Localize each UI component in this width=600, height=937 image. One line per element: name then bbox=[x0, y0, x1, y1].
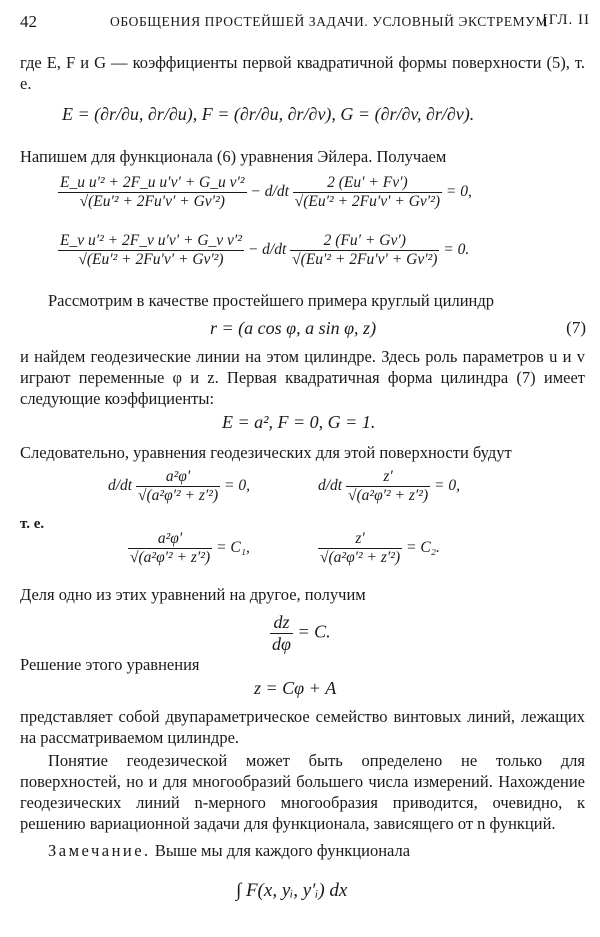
paragraph-divide: Деля одно из этих уравнений на другое, получим bbox=[20, 585, 366, 604]
geodesic-equation-1: d/dt $\frac{\text{a²φ′}}{\text{√(a²φ′² + z′²)}}$ = 0, bbox=[108, 468, 250, 504]
paragraph-consequently: Следовательно, уравнения геодезических для этой поверхности будут bbox=[20, 443, 512, 462]
equation-functional: ∫ F(x, yᵢ, y′ᵢ) dx bbox=[236, 880, 348, 901]
remark-label: Замечание. bbox=[48, 841, 151, 860]
paragraph-cylinder: Рассмотрим в качестве простейшего примера круглый цилиндр bbox=[48, 291, 494, 310]
geodesic-equation-2: d/dt $\frac{z'}{\text{√(a²φ′² + z′²)}}$ = 0, bbox=[318, 468, 460, 504]
paragraph-intro: где E, F и G — коэффициенты первой квадратичной формы поверхности (5), т. е. bbox=[20, 53, 585, 93]
euler-equation-2: $\frac{\text{E\_v u′² + 2F\_v u′v′ + G\_v v′²}}{\text{√(Eu′² + 2Fu′v′ + Gv′²)}}$ − d/dt $\frac{2 (Fu' + Gv')}{\text{√(Eu′² + 2Fu′v′ + Gv′²)}}$ = 0. bbox=[60, 232, 470, 268]
paragraph-helix: представляет собой двупараметрическое семейство винтовых линий, лежащих на рассматриваемом цилиндре. bbox=[20, 707, 585, 747]
label-te: т. е. bbox=[20, 516, 45, 532]
paragraph-geodesic-params: и найдем геодезические линии на этом цилиндре. Здесь роль параметров u и v играют переменные φ и z. Первая квадратичная форма цилиндра (7) имеет следующие коэффициенты: bbox=[20, 347, 585, 408]
equation-coefficient-values: E = a², F = 0, G = 1. bbox=[222, 412, 376, 432]
page-number: 42 bbox=[20, 12, 37, 31]
equation-cylinder: r = (a cos φ, a sin φ, z) bbox=[210, 318, 377, 338]
first-integral-1: $\frac{\text{a²φ′}}{\text{√(a²φ′² + z′²)}}$ = C₁, bbox=[130, 530, 250, 566]
paragraph-remark bbox=[20, 840, 585, 861]
equation-coefficients-def: E = (∂r/∂u, ∂r/∂u), F = (∂r/∂u, ∂r/∂v), G = (∂r/∂v, ∂r/∂v). bbox=[62, 104, 475, 124]
paragraph-solution: Решение этого уравнения bbox=[20, 655, 200, 674]
euler-equation-1: $\frac{\text{E\_u u′² + 2F\_u u′v′ + G\_u v′²}}{\text{√(Eu′² + 2Fu′v′ + Gv′²)}}$ − d/dt $\frac{2 (Eu' + Fv')}{\text{√(Eu′² + 2Fu′v′ + Gv′²)}}$ = 0, bbox=[60, 174, 472, 210]
equation-number-7: (7) bbox=[566, 318, 586, 337]
chapter-label: [ГЛ. II bbox=[542, 12, 590, 28]
first-integral-2: $\frac{z'}{\text{√(a²φ′² + z′²)}}$ = C₂. bbox=[320, 530, 440, 566]
paragraph-manifolds: Понятие геодезической может быть определено не только для поверхностей, но и для многообразий большего числа измерений. Нахождение геодезических линий n-мерного многообразия приводится, очевидно, к решению вариационной задачи для функционала, зависящего от n функций. bbox=[20, 751, 585, 833]
paragraph-euler: Напишем для функционала (6) уравнения Эйлера. Получаем bbox=[20, 147, 447, 166]
remark-text: Выше мы для каждого функционала bbox=[154, 841, 411, 860]
equation-ratio: $\frac{dz}{d\varphi}$ = C. bbox=[272, 612, 331, 654]
running-header bbox=[20, 12, 590, 34]
equation-solution: z = Cφ + A bbox=[254, 678, 337, 698]
running-title: ОБОБЩЕНИЯ ПРОСТЕЙШЕЙ ЗАДАЧИ. УСЛОВНЫЙ ЭКСТРЕМУМ bbox=[110, 14, 549, 29]
